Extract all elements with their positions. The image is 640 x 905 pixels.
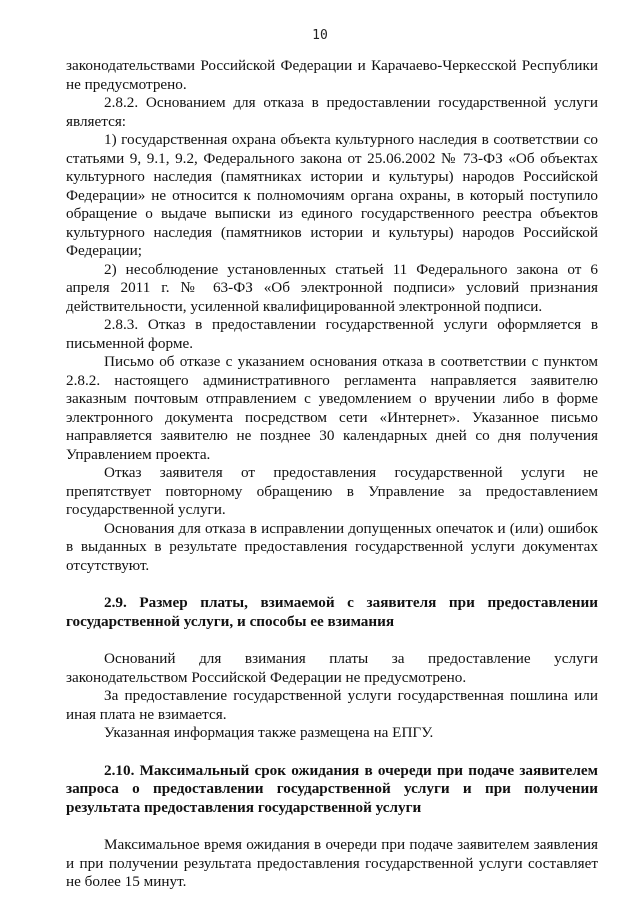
section-heading-2-10: 2.10. Максимальный срок ожидания в очереди при подаче заявителем запроса о предоставлении государственной услуги и при получении результата предоставления государственной услуги bbox=[66, 761, 598, 816]
paragraph-fee-none: За предоставление государственной услуги государственная пошлина или иная плата не взимается. bbox=[66, 687, 598, 723]
paragraph-continuation: законодательствами Российской Федерации и Карачаево-Черкесской Республики не предусмотрено. bbox=[66, 57, 598, 93]
paragraph-2-8-3: 2.8.3. Отказ в предоставлении государственной услуги оформляется в письменной форме. bbox=[66, 316, 598, 352]
paragraph-refusal-letter: Письмо об отказе с указанием основания отказа в соответствии с пунктом 2.8.2. настоящего административного регламента направляется заявителю заказным почтовым отправлением с уведомлением о вручении либо в форме электронного документа посредством сети «Интернет». Указанное письмо направляется заявителю не позднее 30 календарных дней со дня получения Управлением проекта. bbox=[66, 353, 598, 463]
paragraph-correction-grounds: Основания для отказа в исправлении допущенных опечаток и (или) ошибок в выданных в результате предоставления государственной услуги документах отсутствуют. bbox=[66, 519, 598, 574]
paragraph-list-item-1: 1) государственная охрана объекта культурного наследия в соответствии со статьями 9, 9.1, 9.2, Федерального закона от 25.06.2002 № 73-ФЗ «Об объектах культурного наследия (памятниках истории и культуры) народов Российской Федерации» не относится к полномочиям органа охраны, в который поступило обращение о выдаче выписки из единого государственного реестра объектов культурного наследия (памятников истории и культуры) народов Российской Федерации; bbox=[66, 131, 598, 259]
page-number: 10 bbox=[312, 28, 328, 43]
paragraph-waiting-time: Максимальное время ожидания в очереди при подаче заявителем заявления и при получении результата предоставления государственной услуги составляет не более 15 минут. bbox=[66, 836, 598, 890]
paragraph-list-item-2: 2) несоблюдение установленных статьей 11 Федерального закона от 6 апреля 2011 г. № 63-ФЗ «Об электронной подписи» условий признания действительности, усиленной квалифицированной электронной подписи. bbox=[66, 260, 598, 315]
paragraph-epgu-info: Указанная информация также размещена на ЕПГУ. bbox=[104, 724, 434, 741]
paragraph-fee-grounds: Оснований для взимания платы за предоставление услуги законодательством Российской Федерации не предусмотрено. bbox=[66, 650, 598, 686]
section-heading-2-9: 2.9. Размер платы, взимаемой с заявителя при предоставлении государственной услуги, и способы ее взимания bbox=[66, 594, 598, 630]
document-body bbox=[66, 57, 598, 892]
paragraph-applicant-refusal: Отказ заявителя от предоставления государственной услуги не препятствует повторному обращению в Управление за предоставлением государственной услуги. bbox=[66, 464, 598, 518]
paragraph-2-8-2: 2.8.2. Основанием для отказа в предоставлении государственной услуги является: bbox=[66, 94, 598, 130]
